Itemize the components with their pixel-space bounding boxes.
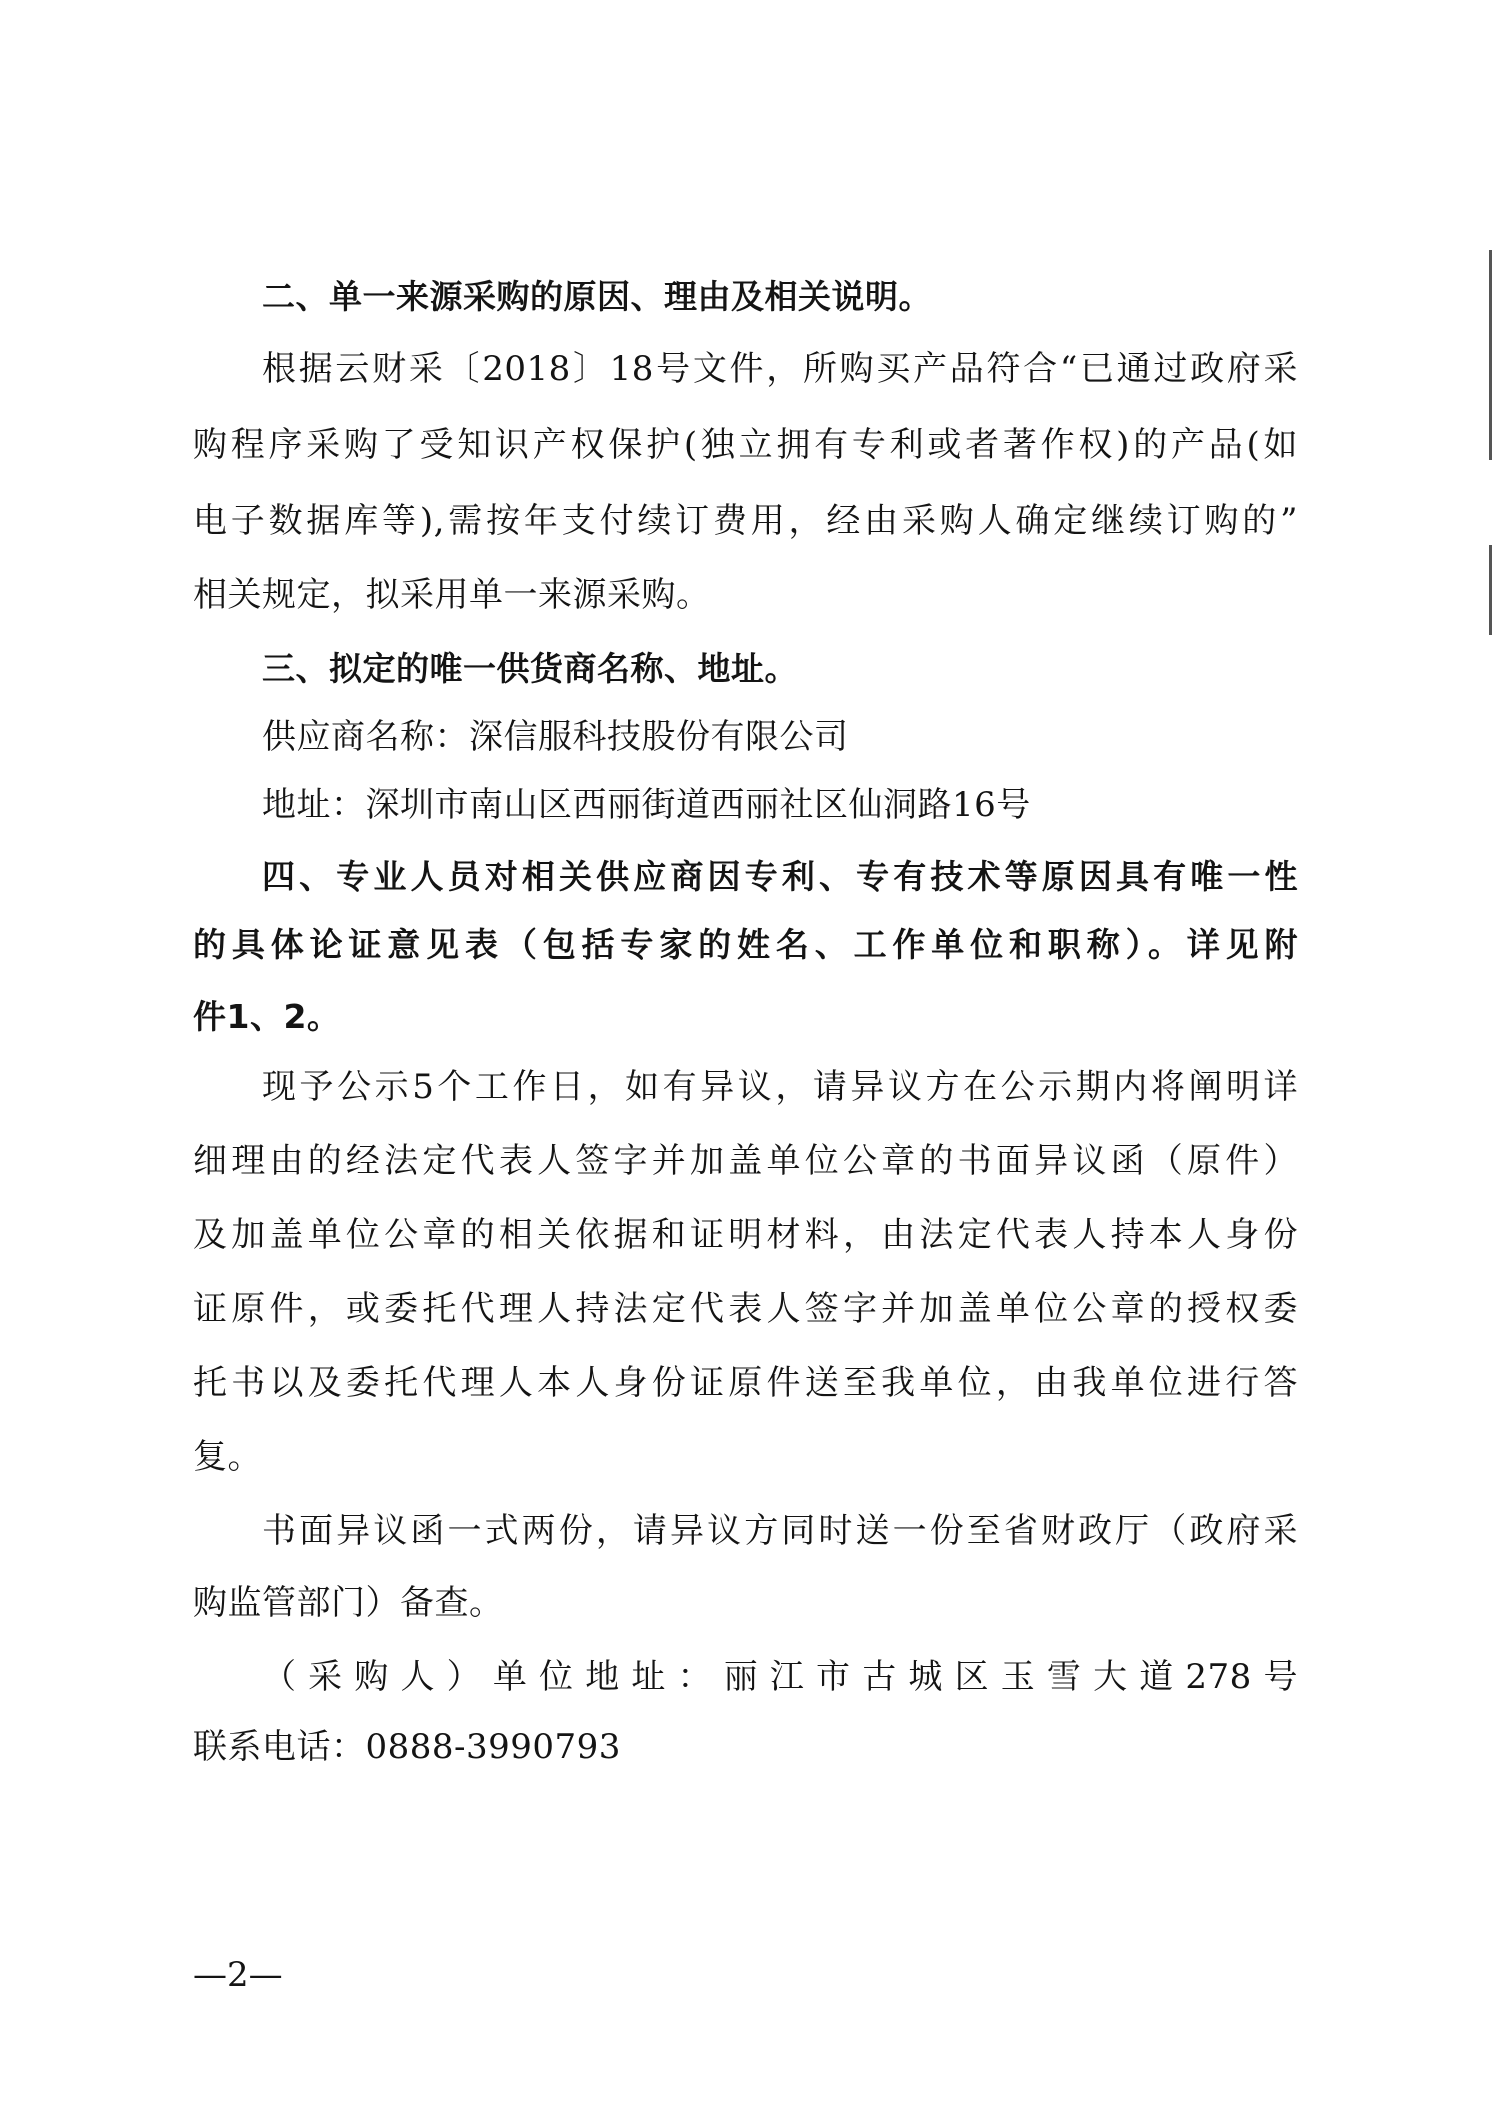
section2-line-3: 电子数据库等),需按年支付续订费用，经由采购人确定继续订购的”: [193, 501, 1298, 541]
section2-heading: 二、单一来源采购的原因、理由及相关说明。: [262, 277, 932, 316]
page-number: —2—: [193, 1955, 283, 1995]
notice-line-1: 现予公示5个工作日，如有异议，请异议方在公示期内将阐明详: [262, 1067, 1298, 1107]
section4-line-1: 四、专业人员对相关供应商因专利、专有技术等原因具有唯一性: [262, 857, 1298, 896]
section4-line-3: 件1、2。: [193, 997, 341, 1036]
notice-line-5: 托书以及委托代理人本人身份证原件送至我单位，由我单位进行答: [193, 1363, 1298, 1403]
copies-line-2: 购监管部门）备查。: [193, 1583, 504, 1623]
section2-line-1: 根据云财采〔2018〕18号文件，所购买产品符合“已通过政府采: [262, 349, 1298, 389]
notice-line-3: 及加盖单位公章的相关依据和证明材料，由法定代表人持本人身份: [193, 1215, 1298, 1255]
supplier-address: 地址：深圳市南山区西丽街道西丽社区仙洞路16号: [262, 785, 1031, 825]
notice-line-2: 细理由的经法定代表人签字并加盖单位公章的书面异议函（原件）: [193, 1141, 1298, 1181]
purchaser-address: （采购人）单位地址：丽江市古城区玉雪大道278号: [262, 1657, 1298, 1697]
section2-line-2: 购程序采购了受知识产权保护(独立拥有专利或者著作权)的产品(如: [193, 425, 1298, 465]
notice-line-6: 复。: [193, 1437, 262, 1477]
supplier-name: 供应商名称：深信服科技股份有限公司: [262, 717, 849, 757]
copies-line-1: 书面异议函一式两份，请异议方同时送一份至省财政厅（政府采: [262, 1511, 1298, 1551]
contact-phone: 联系电话：0888-3990793: [193, 1727, 621, 1767]
section3-heading: 三、拟定的唯一供货商名称、地址。: [262, 649, 798, 688]
section4-line-2: 的具体论证意见表（包括专家的姓名、工作单位和职称）。详见附: [193, 925, 1298, 964]
notice-line-4: 证原件，或委托代理人持法定代表人签字并加盖单位公章的授权委: [193, 1289, 1298, 1329]
section2-line-4: 相关规定，拟采用单一来源采购。: [193, 575, 711, 615]
